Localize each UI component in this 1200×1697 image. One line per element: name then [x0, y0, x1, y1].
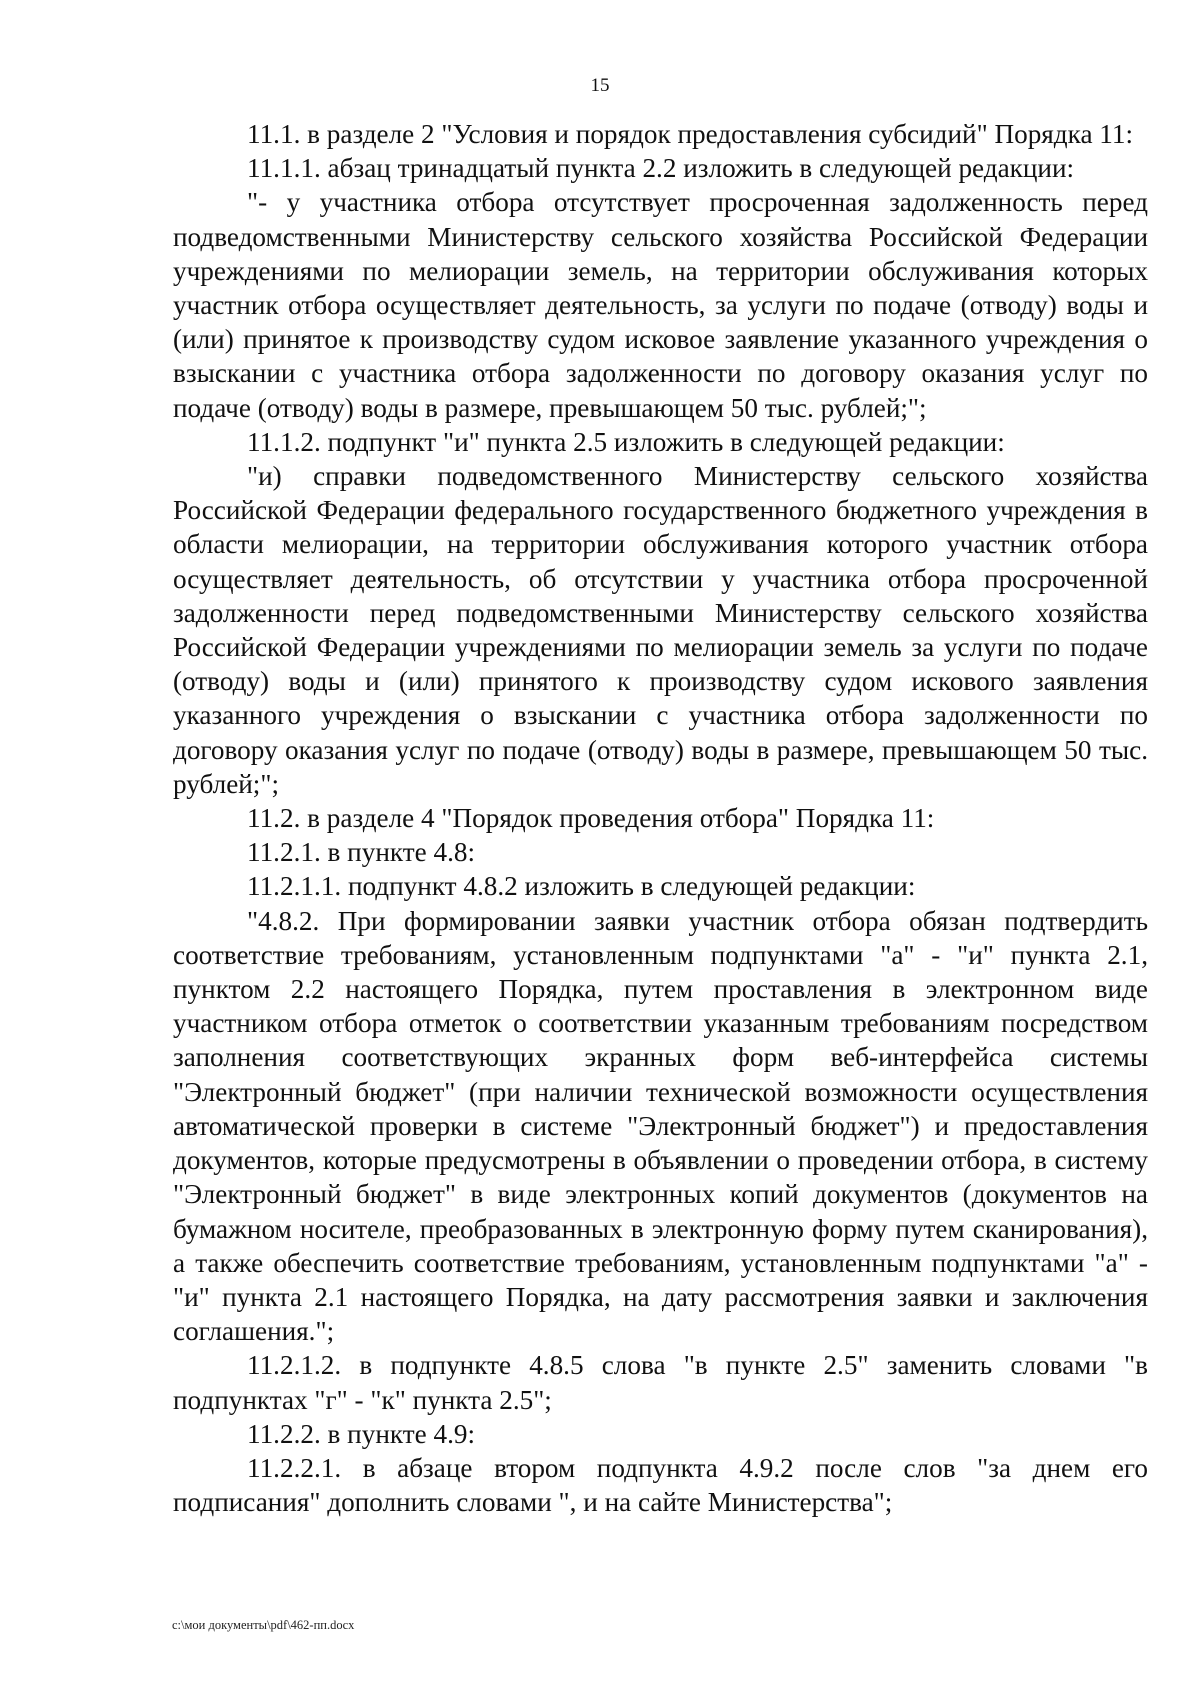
paragraph-11-2-2-1: 11.2.2.1. в абзаце втором подпункта 4.9.2 после слов "за днем его подписания" дополнить словами ", и на сайте Министерства";: [173, 1452, 1148, 1518]
page-number: 15: [590, 75, 610, 96]
paragraph-11-2-1-2: 11.2.1.2. в подпункте 4.8.5 слова "в пункте 2.5" заменить словами "в подпунктах "г" - "к" пункта 2.5";: [173, 1350, 1148, 1415]
quoted-paragraph-item-i: "и) справки подведомственного Министерству сельского хозяйства Российской Федерации федерального государственного бюджетного учреждения в области мелиорации, на территории обслуживания которого участник отбора осуществляет деятельность, об отсутствии у участника отбора просроченной задолженности перед подведомственными Министерству сельского хозяйства Российской Федерации учреждениями по мелиорации земель за услуги по подаче (отводу) воды и (или) принятого к производству судом искового заявления указанного учреждения о взыскании с участника отбора задолженности по договору оказания услуг по подаче (отводу) воды в размере, превышающем 50 тыс. рублей;";: [173, 461, 1148, 799]
document-body: [173, 117, 1148, 1519]
paragraph-11-1-1: 11.1.1. абзац тринадцатый пункта 2.2 изложить в следующей редакции:: [247, 153, 1075, 184]
paragraph-11-2-2: 11.2.2. в пункте 4.9:: [247, 1418, 476, 1449]
paragraph-11-2-1: 11.2.1. в пункте 4.8:: [247, 837, 476, 868]
paragraph-11-2: 11.2. в разделе 4 "Порядок проведения отбора" Порядка 11:: [247, 803, 935, 834]
paragraph-11-2-1-1: 11.2.1.1. подпункт 4.8.2 изложить в следующей редакции:: [247, 871, 916, 902]
quoted-paragraph-4-8-2: "4.8.2. При формировании заявки участник отбора обязан подтвердить соответствие требованиям, установленным подпунктами "а" - "и" пункта 2.1, пунктом 2.2 настоящего Порядка, путем проставления в электронном виде участником отбора отметок о соответствии указанным требованиям посредством заполнения соответствующих экранных форм веб-интерфейса системы "Электронный бюджет" (при наличии технической возможности осуществления автоматической проверки в системе "Электронный бюджет") и предоставления документов, которые предусмотрены в объявлении о проведении отбора, в систему "Электронный бюджет" в виде электронных копий документов (документов на бумажном носителе, преобразованных в электронную форму путем сканирования), а также обеспечить соответствие требованиям, установленным подпунктами "а" - "и" пункта 2.1 настоящего Порядка, на дату рассмотрения заявки и заключения соглашения.";: [173, 905, 1148, 1347]
quoted-paragraph-debt-clause: "- у участника отбора отсутствует просроченная задолженность перед подведомственными Министерству сельского хозяйства Российской Федерации учреждениями по мелиорации земель, на территории обслуживания которых участник отбора осуществляет деятельность, за услуги по подаче (отводу) воды и (или) принятое к производству судом исковое заявление указанного учреждения о взыскании с участника отбора задолженности по договору оказания услуг по подаче (отводу) воды в размере, превышающем 50 тыс. рублей;";: [173, 187, 1148, 423]
paragraph-11-1-2: 11.1.2. подпункт "и" пункта 2.5 изложить в следующей редакции:: [247, 426, 1005, 457]
paragraph-11-1: 11.1. в разделе 2 "Условия и порядок предоставления субсидий" Порядка 11:: [247, 119, 1134, 149]
footer-file-path: c:\мои документы\pdf\462-пп.docx: [172, 1618, 355, 1632]
